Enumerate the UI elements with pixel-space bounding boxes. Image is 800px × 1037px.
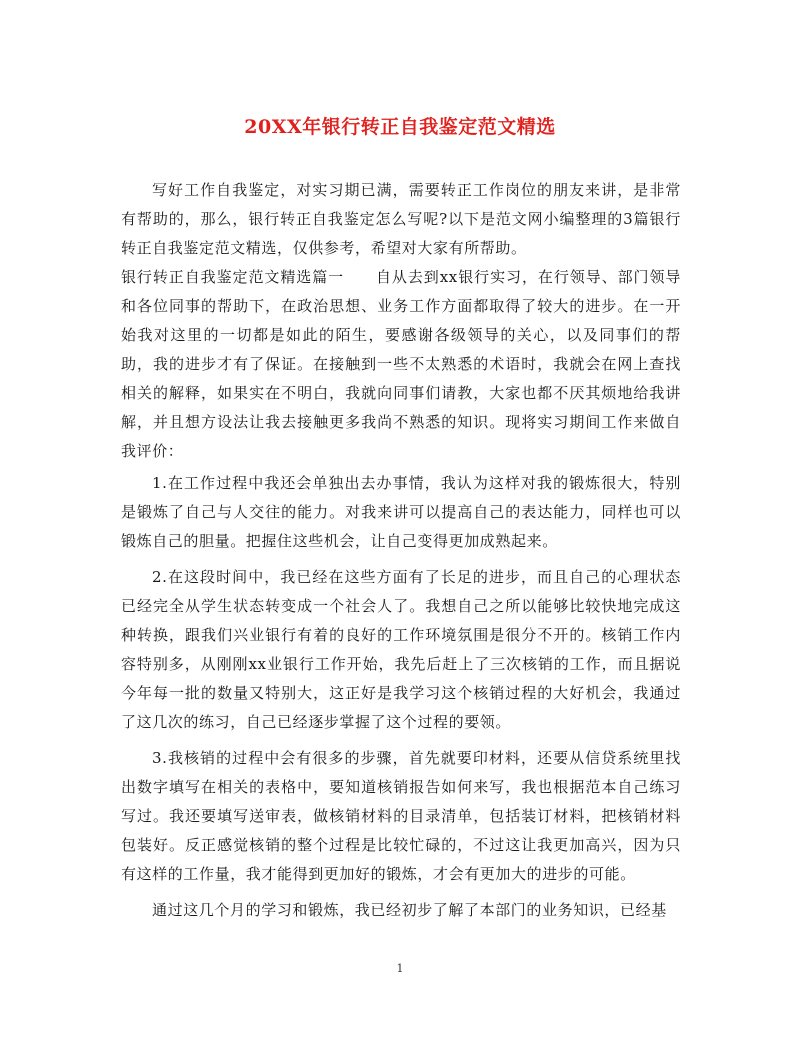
document-title: 20XX年银行转正自我鉴定范文精选 bbox=[244, 116, 556, 138]
document-body bbox=[121, 176, 681, 925]
point-three-paragraph: 3.我核销的过程中会有很多的步骤，首先就要印材料，还要从信贷系统里找出数字填写在相关的表格中，要知道核销报告如何来写，我也根据范本自己练习写过。我还要填写送审表，做核销材料的目录清单，包括装订材料，把核销材料包装好。反正感觉核销的整个过程是比较忙碌的，不过这让我更加高兴，因为只有这样的工作量，我才能得到更加好的锻炼，才会有更加大的进步的可能。 bbox=[121, 749, 681, 883]
point-one-paragraph: 1.在工作过程中我还会单独出去办事情，我认为这样对我的锻炼很大，特别是锻炼了自己与人交往的能力。对我来讲可以提高自己的表达能力，同样也可以锻炼自己的胆量。把握住这些机会，让自己变得更加成熟起来。 bbox=[121, 474, 681, 550]
intro-paragraph: 写好工作自我鉴定，对实习期已满，需要转正工作岗位的朋友来讲，是非常有帮助的，那么，银行转正自我鉴定怎么写呢?以下是范文网小编整理的3篇银行转正自我鉴定范文精选，仅供参考，希望对大家有所帮助。 bbox=[121, 181, 681, 257]
section-one-paragraph: 银行转正自我鉴定范文精选篇一 自从去到xx银行实习，在行领导、部门领导和各位同事的帮助下，在政治思想、业务工作方面都取得了较大的进步。在一开始我对这里的一切都是如此的陌生，要感谢各级领导的关心，以及同事们的帮助，我的进步才有了保证。在接触到一些不太熟悉的术语时，我就会在网上查找相关的解释，如果实在不明白，我就向同事们请教，大家也都不厌其烦地给我讲解，并且想方设法让我去接触更多我尚不熟悉的知识。现将实习期间工作来做自我评价： bbox=[121, 268, 681, 460]
page-number: 1 bbox=[396, 962, 404, 975]
point-two-paragraph: 2.在这段时间中，我已经在这些方面有了长足的进步，而且自己的心理状态已经完全从学生状态转变成一个社会人了。我想自己之所以能够比较快地完成这种转换，跟我们兴业银行有着的良好的工作环境氛围是很分不开的。核销工作内容特别多，从刚刚xx业银行工作开始，我先后赶上了三次核销的工作，而且据说今年每一批的数量又特别大，这正好是我学习这个核销过程的大好机会，我通过了这几次的练习，自己已经逐步掌握了这个过程的要领。 bbox=[121, 568, 681, 731]
closing-paragraph: 通过这几个月的学习和锻炼，我已经初步了解了本部门的业务知识，已经基 bbox=[152, 901, 667, 919]
